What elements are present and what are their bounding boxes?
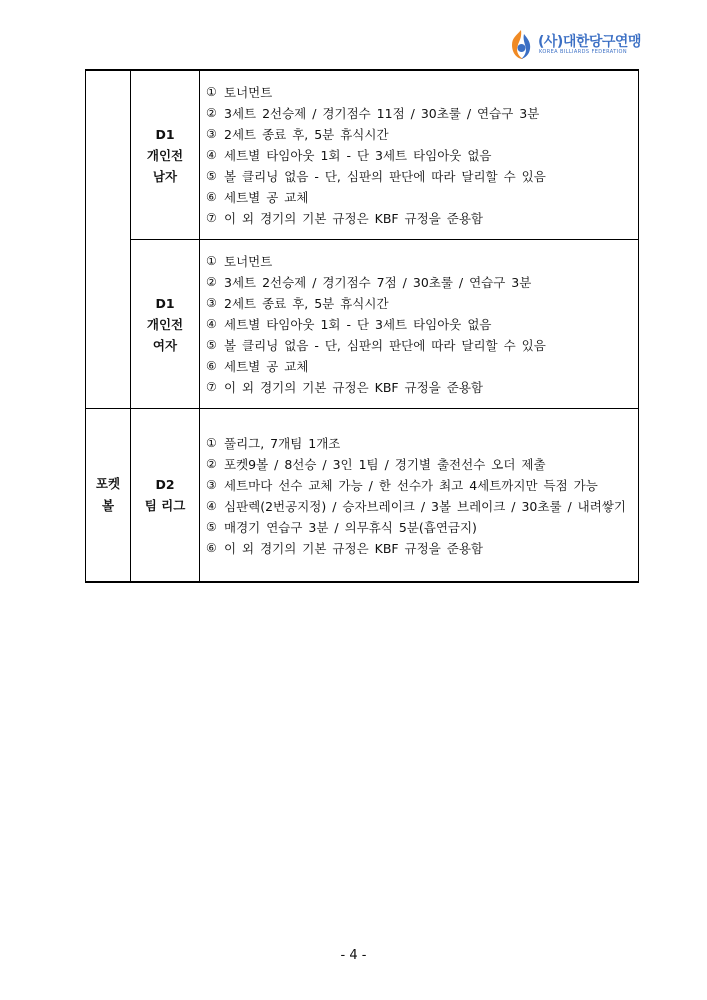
- page-number: - 4 -: [340, 948, 367, 963]
- table-row: [86, 409, 639, 583]
- rule-item: [206, 166, 632, 187]
- rule-text: 3세트 2선승제 / 경기점수 11점 / 30초룰 / 연습구 3분: [224, 106, 540, 121]
- rule-number: ⑥: [206, 540, 217, 555]
- category-cell: [86, 409, 131, 583]
- rule-number: ③: [206, 296, 217, 310]
- rule-item: [206, 124, 632, 145]
- rule-number: ③: [206, 127, 217, 141]
- rule-number: ⑥: [206, 359, 217, 373]
- rule-item: [206, 251, 632, 272]
- rule-number: ②: [206, 456, 217, 471]
- rule-list: [200, 422, 638, 569]
- rule-text: 2세트 종료 후, 5분 휴식시간: [224, 296, 389, 311]
- rule-text: 2세트 종료 후, 5분 휴식시간: [224, 127, 389, 142]
- rule-item: [206, 208, 632, 229]
- category-cell-empty: [86, 70, 131, 409]
- division-type: 팀 리그: [144, 498, 186, 513]
- rules-cell: [200, 240, 639, 409]
- rule-number: ④: [206, 317, 217, 331]
- rule-text: 이 외 경기의 기본 규정은 KBF 규정을 준용함: [224, 211, 483, 226]
- rule-item: [206, 356, 632, 377]
- division-code: D2: [155, 477, 175, 492]
- rule-item: [206, 82, 632, 103]
- rule-item: [206, 433, 632, 454]
- rule-number: ⑦: [206, 380, 217, 394]
- table-row: [86, 240, 639, 409]
- rule-text: 세트별 타임아웃 1회 - 단 3세트 타임아웃 없음: [224, 317, 492, 332]
- rule-item: [206, 475, 632, 496]
- rule-number: ⑦: [206, 211, 217, 225]
- rule-number: ④: [206, 498, 217, 513]
- rule-number: ②: [206, 275, 217, 289]
- category-line: 볼: [101, 498, 115, 513]
- rule-list: [200, 71, 638, 239]
- rule-number: ②: [206, 106, 217, 120]
- rule-text: 세트별 공 교체: [224, 190, 309, 205]
- division-gender: 남자: [152, 168, 178, 184]
- rule-item: [206, 187, 632, 208]
- org-name: (사)대한당구연맹: [538, 34, 641, 50]
- rule-item: [206, 454, 632, 475]
- division-cell: [131, 70, 200, 240]
- category-line: 포켓: [95, 476, 121, 491]
- rules-cell: [200, 70, 639, 240]
- rule-number: ③: [206, 477, 217, 492]
- division-code: D1: [155, 295, 175, 311]
- table-row: [86, 70, 639, 240]
- division-cell: [131, 240, 200, 409]
- rule-item: [206, 314, 632, 335]
- rule-text: 이 외 경기의 기본 규정은 KBF 규정을 준용함: [224, 380, 483, 395]
- rule-text: 세트별 공 교체: [224, 359, 309, 374]
- rule-item: [206, 272, 632, 293]
- rule-text: 볼 클리닝 없음 - 단, 심판의 판단에 따라 달리할 수 있음: [224, 169, 546, 184]
- rule-item: [206, 377, 632, 398]
- rule-text: 매경기 연습구 3분 / 의무휴식 5분(흡연금지): [224, 519, 477, 535]
- rule-number: ④: [206, 148, 217, 162]
- rule-text: 세트별 타임아웃 1회 - 단 3세트 타임아웃 없음: [224, 148, 492, 163]
- rule-text: 볼 클리닝 없음 - 단, 심판의 판단에 따라 달리할 수 있음: [224, 338, 546, 353]
- competition-rules-table: [85, 69, 639, 583]
- rule-item: [206, 517, 632, 538]
- rule-item: [206, 145, 632, 166]
- rule-text: 3세트 2선승제 / 경기점수 7점 / 30초룰 / 연습구 3분: [224, 275, 532, 290]
- rule-number: ⑤: [206, 169, 217, 183]
- division-type: 개인전: [146, 316, 184, 332]
- rule-list: [200, 240, 638, 408]
- rule-item: [206, 103, 632, 124]
- rule-number: ⑤: [206, 519, 217, 534]
- rule-item: [206, 538, 632, 559]
- rule-text: 풀리그, 7개팀 1개조: [224, 435, 341, 451]
- federation-logo: [506, 28, 646, 64]
- rules-cell: [200, 409, 639, 583]
- rule-text: 세트마다 선수 교체 가능 / 한 선수가 최고 4세트까지만 득점 가능: [224, 477, 598, 493]
- rule-item: [206, 496, 632, 517]
- rule-text: 토너먼트: [224, 254, 273, 269]
- rule-item: [206, 335, 632, 356]
- federation-emblem-icon: [506, 28, 536, 62]
- rule-number: ⑥: [206, 190, 217, 204]
- rule-number: ①: [206, 85, 217, 99]
- division-type: 개인전: [146, 147, 184, 163]
- rule-text: 심판렉(2번공지정) / 승자브레이크 / 3볼 브레이크 / 30초룰 / 내려쌓기: [224, 498, 626, 514]
- rule-text: 이 외 경기의 기본 규정은 KBF 규정을 준용함: [224, 540, 483, 556]
- division-gender: 여자: [152, 337, 178, 353]
- rule-text: 포켓9볼 / 8선승 / 3인 1팀 / 경기별 출전선수 오더 제출: [224, 456, 546, 472]
- rule-number: ⑤: [206, 338, 217, 352]
- rule-item: [206, 293, 632, 314]
- division-cell: [131, 409, 200, 583]
- org-name-en: KOREA BILLIARDS FEDERATION: [539, 49, 627, 55]
- rule-text: 토너먼트: [224, 85, 273, 100]
- division-code: D1: [155, 126, 175, 142]
- rule-number: ①: [206, 435, 217, 450]
- rule-number: ①: [206, 254, 217, 268]
